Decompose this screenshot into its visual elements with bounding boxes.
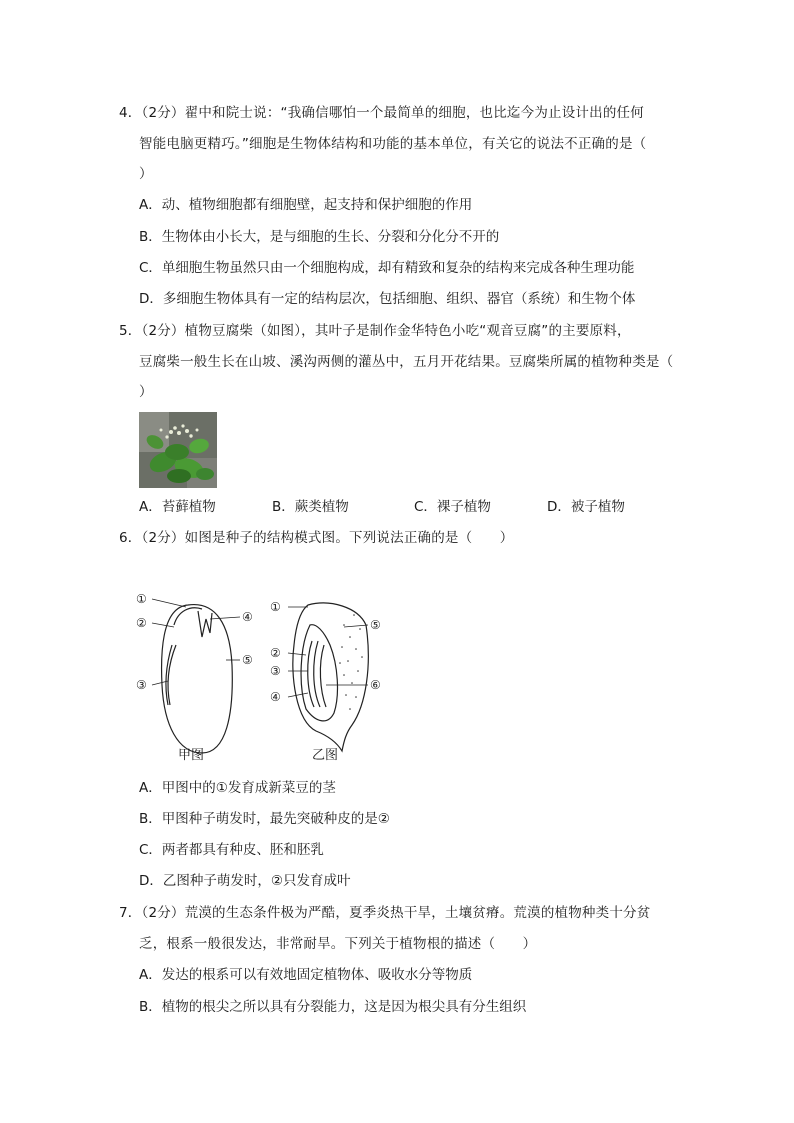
q5-option-c: C．裸子植物 bbox=[414, 499, 491, 515]
q4-option-a: A．动、植物细胞都有细胞壁，起支持和保护细胞的作用 bbox=[139, 197, 473, 213]
seed-caption-yi: 乙图 bbox=[312, 748, 339, 763]
q5-option-d: D．被子植物 bbox=[547, 499, 625, 515]
seed-jia-leader-lines bbox=[152, 599, 240, 685]
seed-yi-leader-lines bbox=[288, 607, 368, 697]
q5-stem-line1: 5．（2分）植物豆腐柴（如图），其叶子是制作金华特色小吃“观音豆腐”的主要原料， bbox=[119, 323, 631, 339]
q6-option-b: B．甲图种子萌发时，最先突破种皮的是② bbox=[139, 811, 390, 827]
seed-yi-label-5: ⑤ bbox=[370, 618, 381, 632]
q5-option-b: B．蕨类植物 bbox=[272, 499, 349, 515]
q4-stem-line1: 4．（2分）翟中和院士说：“我确信哪怕一个最简单的细胞，也比迄今为止设计出的任何 bbox=[119, 105, 644, 121]
seed-yi-label-4: ④ bbox=[270, 690, 281, 704]
seed-yi-label-3: ③ bbox=[270, 664, 281, 678]
seed-yi-endosperm-dots bbox=[339, 614, 363, 710]
q4-option-b: B．生物体由小长大，是与细胞的生长、分裂和分化分不开的 bbox=[139, 229, 500, 245]
seed-jia-label-5: ⑤ bbox=[242, 653, 253, 667]
seed-jia-label-4: ④ bbox=[242, 610, 253, 624]
seed-diagram-yi bbox=[293, 603, 368, 751]
q7-stem-line2: 乏，根系一般很发达，非常耐旱。下列关于植物根的描述（ ） bbox=[139, 936, 537, 952]
plant-photo bbox=[139, 412, 217, 488]
seed-jia-label-1: ① bbox=[136, 592, 147, 606]
q7-stem-line1: 7．（2分）荒漠的生态条件极为严酷，夏季炎热干旱，土壤贫瘠。荒漠的植物种类十分贫 bbox=[119, 905, 651, 921]
q6-option-a: A．甲图中的①发育成新菜豆的茎 bbox=[139, 780, 336, 796]
q5-option-a: A．苔藓植物 bbox=[139, 499, 216, 515]
q6-option-d: D．乙图种子萌发时，②只发育成叶 bbox=[139, 873, 351, 889]
q4-option-c: C．单细胞生物虽然只由一个细胞构成，却有精致和复杂的结构来完成各种生理功能 bbox=[139, 260, 635, 276]
q6-stem-line1: 6．（2分）如图是种子的结构模式图。下列说法正确的是（ ） bbox=[119, 530, 514, 546]
seed-yi-label-6: ⑥ bbox=[370, 678, 381, 692]
q4-stem-line3: ） bbox=[139, 166, 153, 182]
seed-jia-label-2: ② bbox=[136, 616, 147, 630]
q6-option-c: C．两者都具有种皮、胚和胚乳 bbox=[139, 842, 324, 858]
seed-yi-label-2: ② bbox=[270, 646, 281, 660]
q7-option-b: B．植物的根尖之所以具有分裂能力，这是因为根尖具有分生组织 bbox=[139, 999, 527, 1015]
q4-option-d: D．多细胞生物体具有一定的结构层次，包括细胞、组织、器官（系统）和生物个体 bbox=[139, 291, 636, 307]
seed-caption-jia: 甲图 bbox=[178, 748, 205, 763]
q5-stem-line3: ） bbox=[139, 384, 153, 400]
q4-stem-line2: 智能电脑更精巧。”细胞是生物体结构和功能的基本单位，有关它的说法不正确的是（ bbox=[139, 136, 647, 152]
seed-yi-label-1: ① bbox=[270, 600, 281, 614]
q5-stem-line2: 豆腐柴一般生长在山坡、溪沟两侧的灌丛中，五月开花结果。豆腐柴所属的植物种类是（ bbox=[139, 354, 674, 370]
q7-option-a: A．发达的根系可以有效地固定植物体、吸收水分等物质 bbox=[139, 967, 473, 983]
seed-structure-diagram bbox=[130, 585, 400, 775]
seed-jia-label-3: ③ bbox=[136, 678, 147, 692]
